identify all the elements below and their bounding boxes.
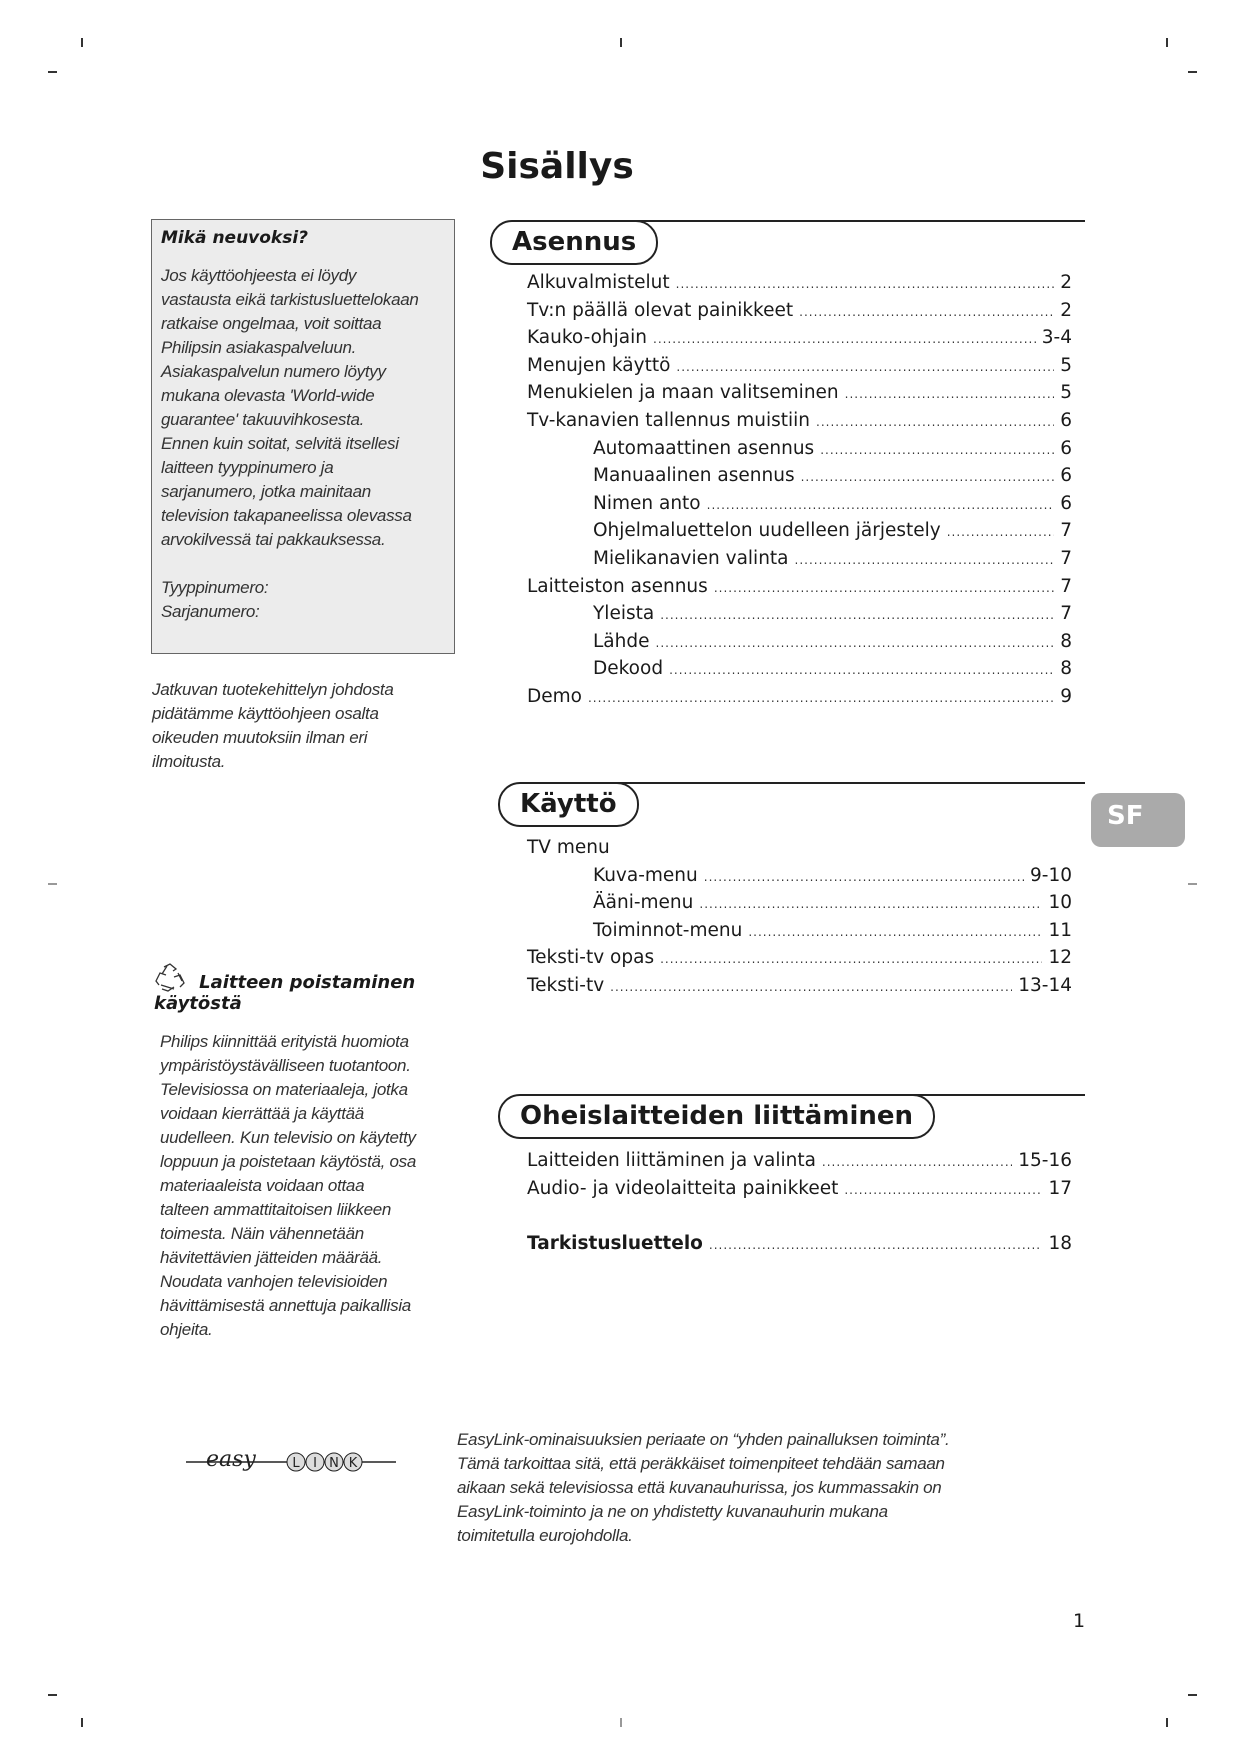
toc-entry[interactable] bbox=[527, 1150, 1072, 1178]
toc-label: Audio- ja videolaitteita painikkeet bbox=[527, 1177, 839, 1199]
text-line: Ennen kuin soitat, selvitä itsellesi bbox=[161, 434, 399, 453]
text-line: Philips kiinnittää erityistä huomiota bbox=[160, 1032, 409, 1051]
dot-leader bbox=[714, 581, 1054, 595]
type-number-label: Tyyppinumero: bbox=[161, 578, 269, 597]
toc-label: TV menu bbox=[527, 837, 610, 858]
toc-page: 18 bbox=[1048, 1233, 1072, 1254]
text-line: EasyLink-ominaisuuksien periaate on “yhden painalluksen toiminta”. bbox=[457, 1430, 950, 1449]
text-line: voidaan kierrättää ja käyttää bbox=[160, 1104, 364, 1123]
toc-label: Laitteiston asennus bbox=[527, 575, 708, 597]
crop-mark bbox=[1188, 71, 1197, 73]
toc-page: 9-10 bbox=[1030, 864, 1072, 886]
dot-leader bbox=[660, 952, 1042, 966]
text-line: ohjeita. bbox=[160, 1320, 213, 1339]
text-line: vastausta eikä tarkistusluettelokaan bbox=[161, 290, 419, 309]
toc-label: Ohjelmaluettelon uudelleen järjestely bbox=[593, 520, 941, 542]
dot-leader bbox=[669, 663, 1054, 677]
dot-leader bbox=[801, 470, 1055, 484]
toc-entry[interactable] bbox=[527, 465, 1072, 493]
text-line: materiaaleista voidaan ottaa bbox=[160, 1176, 365, 1195]
text-line: ratkaise ongelmaa, voit soittaa bbox=[161, 314, 382, 333]
text-line: Jos käyttöohjeesta ei löydy bbox=[161, 266, 357, 285]
text-line: guarantee' takuuvihkosesta. bbox=[161, 410, 365, 429]
toc-label: Teksti-tv bbox=[527, 974, 605, 996]
toc-label: Tv-kanavien tallennus muistiin bbox=[527, 409, 811, 431]
disposal-heading-line1: Laitteen poistaminen bbox=[199, 972, 416, 993]
section-header-kaytto bbox=[490, 782, 1085, 827]
dot-leader bbox=[844, 1183, 1042, 1197]
toc-entry[interactable] bbox=[527, 658, 1072, 686]
dot-leader bbox=[656, 636, 1055, 650]
disposal-text bbox=[160, 1030, 416, 1342]
text-line: arvokilvessä tai pakkauksessa. bbox=[161, 530, 386, 549]
toc-entry[interactable] bbox=[527, 355, 1072, 383]
text-line: hävittämisestä annettuja paikallisia bbox=[160, 1296, 411, 1315]
dot-leader bbox=[709, 1238, 1043, 1252]
dot-leader bbox=[704, 870, 1024, 884]
help-box bbox=[151, 219, 455, 654]
toc-entry[interactable] bbox=[527, 837, 1072, 865]
dot-leader bbox=[816, 415, 1054, 429]
toc-label: Kuva-menu bbox=[593, 864, 698, 886]
toc-page: 5 bbox=[1060, 354, 1072, 376]
toc-entry[interactable] bbox=[527, 300, 1072, 328]
text-line: Philipsin asiakaspalveluun. bbox=[161, 338, 357, 357]
toc-entry[interactable] bbox=[527, 438, 1072, 466]
toc-list-kaytto bbox=[527, 837, 1072, 1003]
toc-page: 17 bbox=[1048, 1177, 1072, 1199]
toc-list-asennus bbox=[527, 272, 1072, 714]
toc-label: Automaattinen asennus bbox=[593, 437, 815, 459]
text-line: Televisiossa on materiaaleja, jotka bbox=[160, 1080, 408, 1099]
toc-label: Toiminnot-menu bbox=[593, 919, 743, 941]
svg-text:L: L bbox=[292, 1456, 300, 1471]
section-header-asennus bbox=[490, 220, 1085, 265]
toc-label: Demo bbox=[527, 685, 582, 707]
text-line: Jatkuvan tuotekehittelyn johdosta bbox=[152, 680, 394, 699]
text-line: ympäristöystävälliseen tuotantoon. bbox=[160, 1056, 411, 1075]
toc-page: 7 bbox=[1060, 547, 1072, 569]
toc-page: 6 bbox=[1060, 465, 1072, 487]
easylink-logo bbox=[186, 1440, 396, 1488]
toc-label: Menujen käyttö bbox=[527, 354, 671, 376]
toc-label: Yleista bbox=[593, 603, 655, 625]
disclaimer-text bbox=[152, 678, 394, 774]
text-line: mukana olevasta 'World-wide bbox=[161, 386, 375, 405]
toc-entry[interactable] bbox=[527, 382, 1072, 410]
text-line: oikeuden muutoksiin ilman eri bbox=[152, 728, 368, 747]
dot-leader bbox=[588, 691, 1054, 705]
disposal-heading bbox=[154, 963, 415, 1014]
svg-text:easy: easy bbox=[206, 1447, 256, 1472]
section-title: Oheislaitteiden liittäminen bbox=[498, 1094, 935, 1139]
text-line: Asiakaspalvelun numero löytyy bbox=[161, 362, 386, 381]
toc-label: Dekood bbox=[593, 658, 664, 680]
dot-leader bbox=[610, 980, 1012, 994]
text-line: hävitettävien jätteiden määrää. bbox=[160, 1248, 383, 1267]
toc-label: Alkuvalmistelut bbox=[527, 272, 670, 293]
toc-label: Menukielen ja maan valitseminen bbox=[527, 382, 839, 404]
text-line: laitteen tyyppinumero ja bbox=[161, 458, 334, 477]
toc-page: 6 bbox=[1060, 492, 1072, 514]
crop-mark bbox=[81, 38, 83, 47]
crop-mark bbox=[1188, 883, 1197, 885]
toc-label: Tv:n päällä olevat painikkeet bbox=[527, 299, 794, 321]
section-title: Käyttö bbox=[498, 782, 639, 827]
help-heading: Mikä neuvoksi? bbox=[161, 228, 309, 248]
dot-leader bbox=[699, 897, 1042, 911]
toc-page: 7 bbox=[1060, 575, 1072, 597]
toc-entry[interactable] bbox=[527, 892, 1072, 920]
toc-page: 10 bbox=[1048, 892, 1072, 914]
dot-leader bbox=[653, 332, 1036, 346]
text-line: EasyLink-toiminto ja ne on yhdistetty kuvanauhurin mukana bbox=[457, 1502, 888, 1521]
toc-entry[interactable] bbox=[527, 548, 1072, 576]
dot-leader bbox=[820, 443, 1054, 457]
dot-leader bbox=[676, 360, 1054, 374]
crop-mark bbox=[1166, 38, 1168, 47]
toc-label: Tarkistusluettelo bbox=[527, 1233, 703, 1254]
toc-entry[interactable] bbox=[527, 272, 1072, 300]
toc-page: 12 bbox=[1048, 947, 1072, 969]
text-line: television takapaneelissa olevassa bbox=[161, 506, 412, 525]
text-line: Tämä tarkoittaa sitä, että peräkkäiset toimenpiteet tehdään samaan bbox=[457, 1454, 945, 1473]
toc-label: Ääni-menu bbox=[593, 892, 694, 914]
toc-entry[interactable] bbox=[527, 576, 1072, 604]
text-line: toimitetulla eurojohdolla. bbox=[457, 1526, 633, 1545]
toc-entry[interactable] bbox=[527, 865, 1072, 893]
toc-page: 8 bbox=[1060, 630, 1072, 652]
toc-page: 13-14 bbox=[1018, 974, 1072, 996]
text-line: toimesta. Näin vähennetään bbox=[160, 1224, 364, 1243]
dot-leader bbox=[947, 525, 1055, 539]
language-tab: SF bbox=[1091, 793, 1185, 847]
text-line: uudelleen. Kun televisio on käytetty bbox=[160, 1128, 416, 1147]
crop-mark bbox=[48, 883, 57, 885]
crop-mark bbox=[1166, 1718, 1168, 1727]
toc-page: 6 bbox=[1060, 409, 1072, 431]
crop-mark bbox=[48, 1694, 57, 1696]
toc-entry[interactable] bbox=[527, 603, 1072, 631]
page-title: Sisällys bbox=[480, 146, 634, 187]
serial-number-label: Sarjanumero: bbox=[161, 602, 260, 621]
disposal-heading-line2: käytöstä bbox=[154, 993, 242, 1014]
dot-leader bbox=[795, 553, 1055, 567]
easylink-text bbox=[457, 1428, 949, 1548]
toc-entry[interactable] bbox=[527, 1178, 1072, 1206]
toc-page: 5 bbox=[1060, 382, 1072, 404]
toc-entry[interactable] bbox=[527, 327, 1072, 355]
page-number: 1 bbox=[1073, 1610, 1086, 1632]
crop-mark bbox=[81, 1718, 83, 1727]
toc-entry[interactable] bbox=[527, 920, 1072, 948]
text-line: ilmoitusta. bbox=[152, 752, 226, 771]
text-line: pidätämme käyttöohjeen osalta bbox=[152, 704, 379, 723]
toc-page: 8 bbox=[1060, 658, 1072, 680]
toc-list-oheislaitteet bbox=[527, 1150, 1072, 1205]
crop-mark bbox=[620, 38, 622, 47]
svg-text:I: I bbox=[313, 1456, 317, 1471]
toc-label: Mielikanavien valinta bbox=[593, 547, 789, 569]
toc-label: Kauko-ohjain bbox=[527, 327, 647, 349]
toc-label: Nimen anto bbox=[593, 492, 701, 514]
toc-page: 2 bbox=[1060, 299, 1072, 321]
toc-page: 15-16 bbox=[1018, 1150, 1072, 1171]
toc-page: 3-4 bbox=[1041, 327, 1072, 349]
toc-entry[interactable] bbox=[527, 493, 1072, 521]
text-line: Noudata vanhojen televisioiden bbox=[160, 1272, 388, 1291]
toc-entry[interactable] bbox=[527, 631, 1072, 659]
toc-page: 7 bbox=[1060, 603, 1072, 625]
toc-list-checklist bbox=[527, 1233, 1072, 1261]
toc-entry[interactable] bbox=[527, 975, 1072, 1003]
toc-label: Teksti-tv opas bbox=[527, 947, 655, 969]
crop-mark bbox=[1188, 1694, 1197, 1696]
toc-page: 9 bbox=[1060, 685, 1072, 707]
dot-leader bbox=[748, 925, 1042, 939]
toc-entry[interactable] bbox=[527, 947, 1072, 975]
toc-entry-checklist[interactable] bbox=[527, 1233, 1072, 1261]
crop-mark bbox=[48, 71, 57, 73]
toc-entry[interactable] bbox=[527, 686, 1072, 714]
toc-label: Lähde bbox=[593, 630, 650, 652]
toc-page: 7 bbox=[1060, 520, 1072, 542]
dot-leader bbox=[676, 277, 1055, 291]
section-header-oheislaitteet bbox=[490, 1094, 1085, 1139]
svg-text:K: K bbox=[348, 1456, 358, 1471]
text-line: talteen ammattitaitoisen liikkeen bbox=[160, 1200, 392, 1219]
svg-text:N: N bbox=[329, 1456, 339, 1471]
help-text bbox=[161, 264, 445, 552]
crop-mark bbox=[620, 1718, 622, 1727]
dot-leader bbox=[660, 608, 1054, 622]
section-title: Asennus bbox=[490, 220, 658, 265]
text-line: aikaan sekä televisiossa että kuvanauhurissa, jos kummassakin on bbox=[457, 1478, 942, 1497]
dot-leader bbox=[707, 498, 1055, 512]
toc-page: 11 bbox=[1048, 919, 1072, 941]
text-line: sarjanumero, jotka mainitaan bbox=[161, 482, 371, 501]
toc-label: Manuaalinen asennus bbox=[593, 465, 795, 487]
toc-page: 2 bbox=[1060, 272, 1072, 293]
toc-entry[interactable] bbox=[527, 520, 1072, 548]
toc-label: Laitteiden liittäminen ja valinta bbox=[527, 1150, 816, 1171]
recycle-icon bbox=[154, 963, 186, 993]
toc-entry[interactable] bbox=[527, 410, 1072, 438]
dot-leader bbox=[822, 1155, 1012, 1169]
text-line: loppuun ja poistetaan käytöstä, osa bbox=[160, 1152, 417, 1171]
toc-page: 6 bbox=[1060, 437, 1072, 459]
dot-leader bbox=[845, 387, 1055, 401]
dot-leader bbox=[799, 305, 1054, 319]
